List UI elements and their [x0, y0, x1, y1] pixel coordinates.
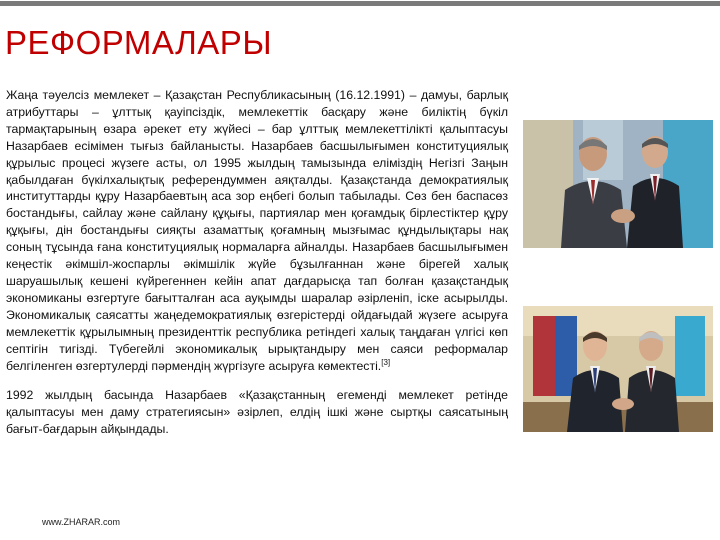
top-rule	[0, 1, 720, 6]
paragraph-2: 1992 жылдың басында Назарбаев «Қазақстанның егеменді мемлекет ретінде қалыптасуы мен даму стратегиясын» әзірлеп, елдің ішкі және сыртқы саясатының бағыт-бағдарын айқындады.	[6, 388, 508, 437]
footer-url: www.ZHARAR.com	[42, 517, 121, 527]
photo-handshake-2	[523, 306, 713, 432]
paragraph-1-text: Жаңа тәуелсіз мемлекет – Қазақстан Республикасының (16.12.1991) – дамуы, барлық атрибуттары – ұлттық қауіпсіздік, мемлекеттік басқару және биліктің бүкіл тармақтарының өзара әрекет ету жүйесі – бар ұлттық мемлекеттілікті қалыптасуы Назарбаев есімімен тығыз байланысты. Назарбаев басшылығымен конституциялық құрылыс процесі жүзеге асты, ол 1995 жылдың тамызында еліміздің Негізгі Заңын қабылдаған бүкілхалықтық референдуммен аяқталды. Қазақстанда демократиялық институттарды құру Назарбаевтың аса зор еңбегі болып табылады. Сөз бен баспасөз бостандығы, сайлау және сайлану құқығы, партиялар мен қоғамдық бірлестіктер құру құқығы, дін бостандығы сияқты азаматтық қоғамның мызғымас құндылықтары нақ соның тұсында ғана конституциялық нормаларға айналды. Назарбаев басшылығымен кеңестік әкімшіл-жоспарлы әкімшілік жүйе бұзылғаннан және бірегей халық шаруашылық кешені күйрегеннен кейін апат дағдарысқа тап болған қазақстандық экономиканы өзгертуге бағытталған аса ауқымды шаралар әзірленіп, іске асырылды. Экономикалық саясатты жаңедемократиялық өзгерістерді ойдағыдай жүзеге асыруға мемлекеттік құрылымның президенттік республика ретіндегі халық таңдаған үлгісі көп септігін тигізді. Түбегейлі экономикалық ырықтандыру мен саяси реформалар белгіленген өзгертулерді пәрмендің жүргізуге асыруға көмектесті.	[6, 88, 508, 373]
slide-title: РЕФОРМАЛАРЫ	[5, 24, 273, 61]
paragraph-1	[6, 87, 508, 374]
body-text	[6, 87, 508, 438]
citation-ref: [3]	[381, 357, 391, 367]
photo-handshake-1	[523, 120, 713, 248]
